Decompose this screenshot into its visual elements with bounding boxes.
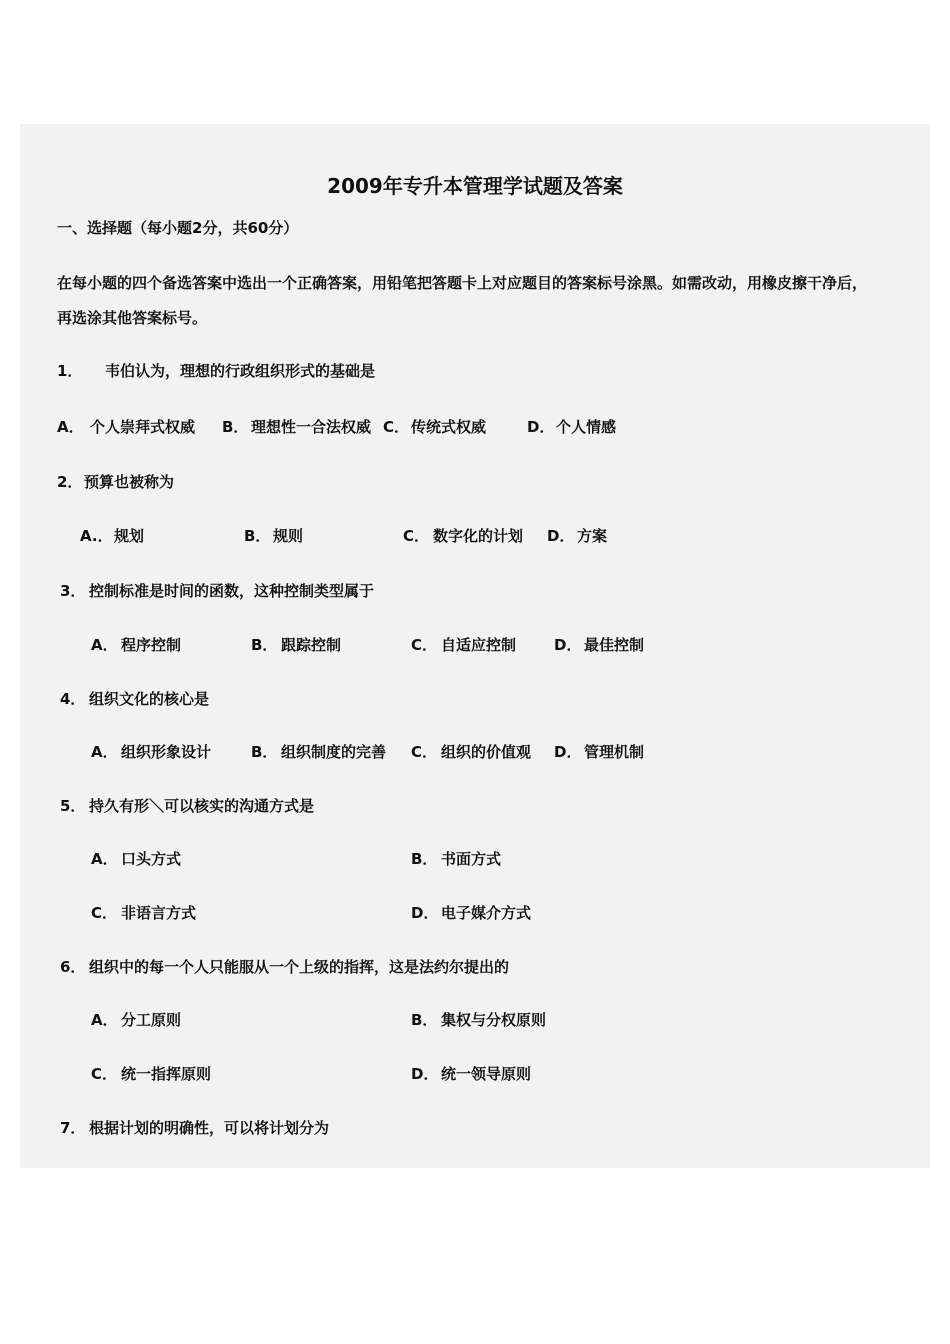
option-letter: D． bbox=[411, 904, 439, 922]
question-stem: 根据计划的明确性，可以将计划分为 bbox=[89, 1119, 330, 1137]
option-letter: A.． bbox=[80, 527, 113, 545]
document-title: 2009年专升本管理学试题及答案 bbox=[327, 174, 623, 198]
option-text: 个人崇拜式权威 bbox=[90, 418, 196, 436]
option-letter: C． bbox=[411, 636, 438, 654]
option-letter: C． bbox=[91, 904, 118, 922]
option-text: 自适应控制 bbox=[441, 636, 517, 654]
option-text: 规划 bbox=[114, 527, 145, 545]
option-letter: C． bbox=[411, 743, 438, 761]
question-number: 3． bbox=[60, 582, 86, 600]
option-letter: B． bbox=[251, 636, 278, 654]
question-stem: 韦伯认为，理想的行政组织形式的基础是 bbox=[105, 362, 376, 380]
option-letter: A． bbox=[91, 850, 118, 868]
option-text: 规则 bbox=[273, 527, 304, 545]
option-letter: B． bbox=[411, 850, 438, 868]
option-text: 最佳控制 bbox=[584, 636, 645, 654]
option-letter: C． bbox=[403, 527, 430, 545]
option-text: 管理机制 bbox=[584, 743, 645, 761]
option-letter: A． bbox=[91, 1011, 118, 1029]
option-text: 组织制度的完善 bbox=[281, 743, 387, 761]
option-letter: D． bbox=[547, 527, 575, 545]
question-number: 2． bbox=[57, 473, 83, 491]
section-heading: 一、选择题（每小题2分，共60分） bbox=[57, 219, 299, 237]
option-text: 跟踪控制 bbox=[281, 636, 342, 654]
option-text: 集权与分权原则 bbox=[441, 1011, 547, 1029]
option-letter: B． bbox=[411, 1011, 438, 1029]
option-text: 组织形象设计 bbox=[121, 743, 212, 761]
question-stem: 控制标准是时间的函数，这种控制类型属于 bbox=[89, 582, 375, 600]
option-letter: B． bbox=[251, 743, 278, 761]
option-letter: D． bbox=[554, 636, 582, 654]
option-text: 统一领导原则 bbox=[441, 1065, 532, 1083]
option-text: 非语言方式 bbox=[121, 904, 197, 922]
option-text: 书面方式 bbox=[441, 850, 502, 868]
question-stem: 组织文化的核心是 bbox=[89, 690, 210, 708]
option-text: 口头方式 bbox=[121, 850, 182, 868]
option-text: 组织的价值观 bbox=[441, 743, 532, 761]
option-letter: D． bbox=[554, 743, 582, 761]
question-stem: 预算也被称为 bbox=[84, 473, 175, 491]
option-letter: A． bbox=[91, 743, 118, 761]
question-stem: 持久有形＼可以核实的沟通方式是 bbox=[89, 797, 315, 815]
option-text: 分工原则 bbox=[121, 1011, 182, 1029]
option-letter: B． bbox=[244, 527, 271, 545]
instructions-line-1: 在每小题的四个备选答案中选出一个正确答案，用铅笔把答题卡上对应题目的答案标号涂黑。如需改动，用橡皮擦干净后， bbox=[57, 274, 868, 292]
question-number: 5． bbox=[60, 797, 86, 815]
question-number: 7． bbox=[60, 1119, 86, 1137]
option-text: 程序控制 bbox=[121, 636, 182, 654]
option-letter: C． bbox=[91, 1065, 118, 1083]
instructions-line-2: 再选涂其他答案标号。 bbox=[57, 309, 208, 327]
question-number: 4． bbox=[60, 690, 86, 708]
option-text: 传统式权威 bbox=[411, 418, 487, 436]
option-text: 数字化的计划 bbox=[433, 527, 524, 545]
option-letter: A． bbox=[57, 418, 84, 436]
option-letter: D． bbox=[527, 418, 555, 436]
option-letter: A． bbox=[91, 636, 118, 654]
question-number: 6． bbox=[60, 958, 86, 976]
option-letter: B． bbox=[222, 418, 249, 436]
option-text: 电子媒介方式 bbox=[441, 904, 532, 922]
question-stem: 组织中的每一个人只能服从一个上级的指挥，这是法约尔提出的 bbox=[89, 958, 510, 976]
option-text: 统一指挥原则 bbox=[121, 1065, 212, 1083]
option-text: 理想性一合法权威 bbox=[251, 418, 372, 436]
question-number: 1． bbox=[57, 362, 83, 380]
option-letter: D． bbox=[411, 1065, 439, 1083]
option-letter: C． bbox=[383, 418, 410, 436]
option-text: 个人情感 bbox=[556, 418, 617, 436]
option-text: 方案 bbox=[577, 527, 608, 545]
